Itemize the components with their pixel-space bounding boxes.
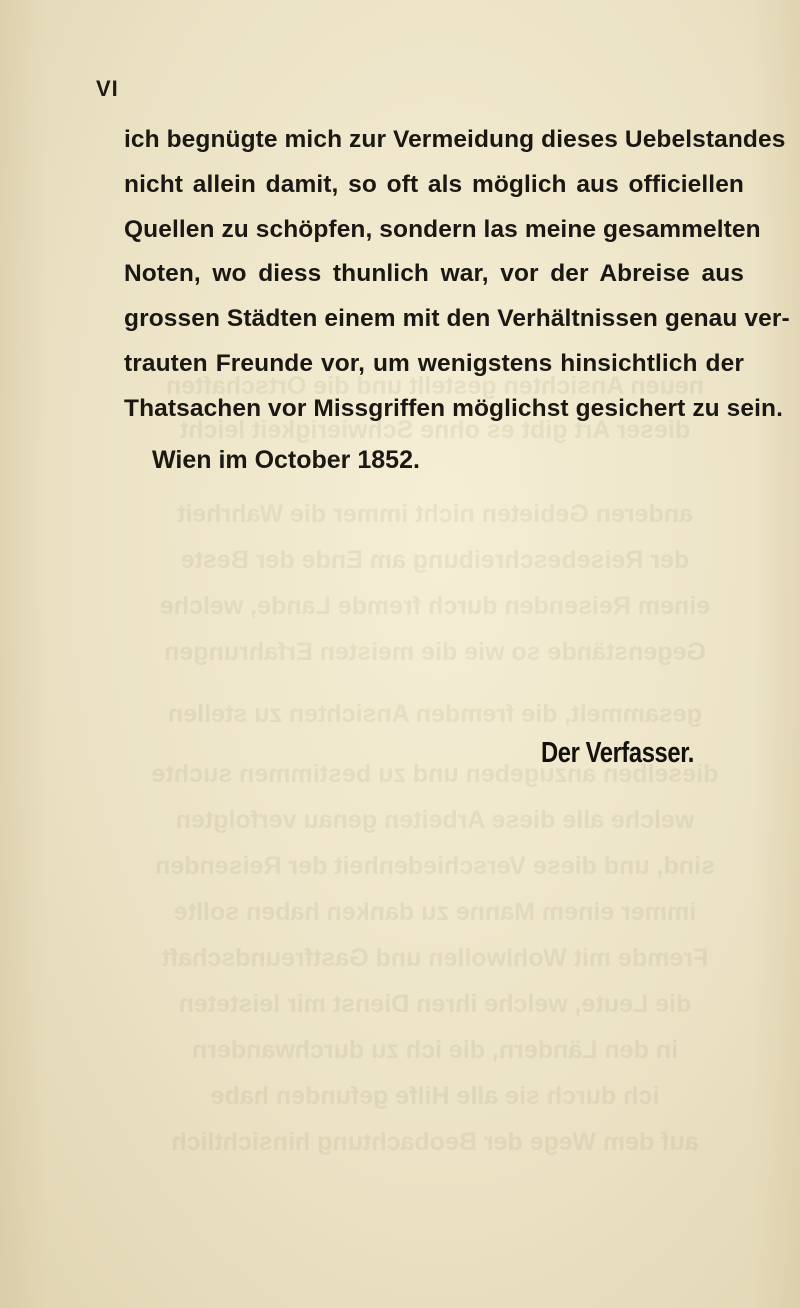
- text-line: Noten, wo diess thunlich war, vor der Abreise aus: [124, 260, 744, 288]
- text-line: Quellen zu schöpfen, sondern las meine gesammelten: [124, 215, 761, 243]
- page-number: VI: [96, 76, 119, 101]
- author-signature: Der Verfasser.: [541, 737, 694, 769]
- text-line: Thatsachen vor Missgriffen möglichst gesichert zu sein.: [124, 394, 783, 422]
- text-line: grossen Städten einem mit den Verhältnissen genau ver-: [124, 305, 790, 333]
- text-line: nicht allein damit, so oft als möglich aus officiellen: [124, 170, 744, 198]
- place-and-date: Wien im October 1852.: [152, 446, 420, 474]
- paragraph: [124, 118, 790, 432]
- text-line: ich begnügte mich zur Vermeidung dieses Uebelstandes: [124, 126, 786, 153]
- text-line: trauten Freunde vor, um wenigstens hinsichtlich der: [124, 349, 744, 377]
- book-page: neuen Ansichten gestellt und die Ortschaften dieser Art gibt es ohne Schwierigkeit leicht anderen Gebieten nicht immer die Wahrheit der Reisebeschreibung am Ende der Beste einem Reisenden durch fremde Lande, welche Gegenstände so wie die meisten Erfahrungen gesammelt, die fremden Ansichten zu stellen dieselben anzugeben und zu bestimmen suchte welche alle diese Arbeiten genau verfolgten sind, und diese Verschiedenheit der Reisenden immer einem Manne zu danken haben sollte Fremde mit Wohlwollen und Gastfreundschaft die Leute, welche ihren Dienst mir leisteten in den Ländern, die ich zu durchwandern ich durch sie alle Hilfe gefunden habe auf dem Wege der Beobachtung hinsichtlich VI ich begnügte mich zur Vermeidung dieses Uebelstandes nicht allein damit, so oft als möglich aus officiellen Quellen zu schöpfen, sondern las meine gesammelten Noten, wo diess thunlich war, vor der Abreise aus grossen Städten einem mit den Verhältnissen genau ver- trauten Freunde vor, um wenigstens hinsichtlich der Thatsachen vor Missgriffen möglichst gesichert zu sein. Wien im October 1852. Der Verfasser.: [96, 76, 790, 1156]
